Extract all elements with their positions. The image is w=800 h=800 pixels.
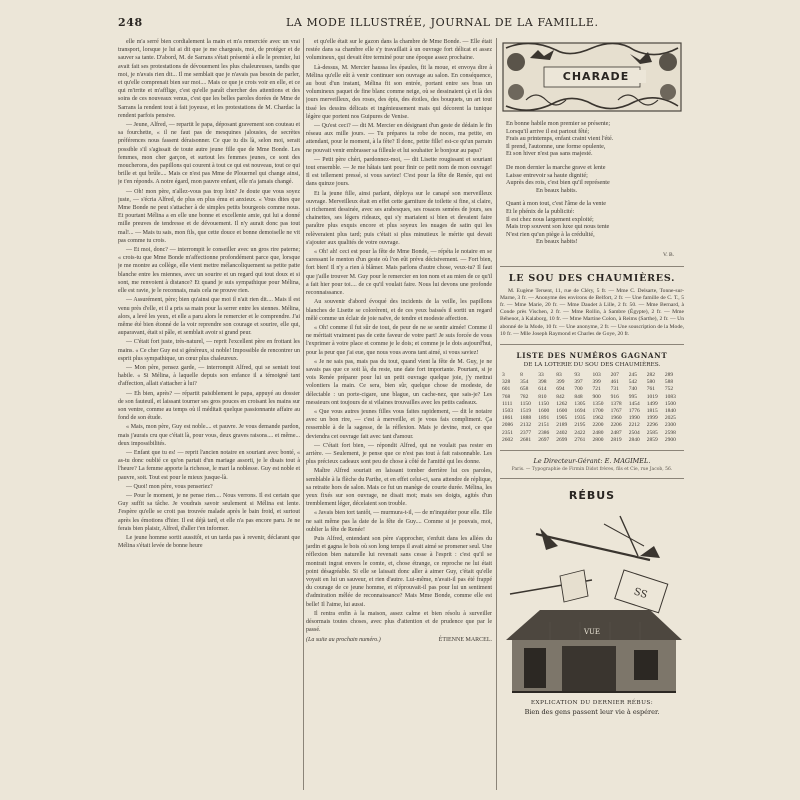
winning-number: 2819 xyxy=(610,436,622,443)
story-paragraph: — Jeune, Alfred, — repartit le papa, déposant gravement son couteau et sa fourchette, « il ne faut pas de mesquines jalousies, de secrètes préférences nous fassent déraisonner. Ce que tu dis là, selon moi, serait possible s'il s'agissait de toute autre jeune fille que de Mme Bonde. Les femmes, mon cher garçon, et surtout les femmes jeunes, ce sont des moucherons, des papillons qui courent à tout ce qui est nouveau, tout ce qui brille et qui brûle.... Mais ce n'est pas Mme de Plouernel qui change ainsi, je t'en réponds. A notre égard, mon pauvre enfant, elle n'a jamais changé. xyxy=(118,122,300,186)
winning-number: 1150 xyxy=(520,400,531,407)
winning-number: 2151 xyxy=(538,422,550,429)
winning-number: 995 xyxy=(628,393,637,400)
winning-number: 1888 xyxy=(520,415,532,422)
story-paragraph: « Oh! comme il fut sûr de tout, de peur de ne se sentir aimée! Comme il ne méritait vraiment pas de cette faveur de votre part! Je suis forcée de vous l'exprimer à votre place et comme je le dois; et comme je le dois aujourd'hui, pour la peur que j'ai eue, que nous vous avons tant aimé, si vous saviez! xyxy=(306,324,492,356)
winning-number: 848 xyxy=(574,393,583,400)
story-column-1 xyxy=(118,38,300,790)
winning-number: 1767 xyxy=(610,407,622,414)
page-header xyxy=(118,16,684,32)
winning-number: 289 xyxy=(664,371,674,378)
winning-number: 207 xyxy=(610,371,619,378)
winning-number: 1378 xyxy=(610,400,622,407)
winning-number: 810 xyxy=(538,393,547,400)
winning-number: 2487 xyxy=(610,429,622,436)
story-paragraph: — Quoi! mon père, vous penseriez? xyxy=(126,483,213,490)
continued-note: (La suite au prochain numéro.) xyxy=(306,637,381,644)
winning-number: 397 xyxy=(574,379,583,386)
story-paragraph: — Et moi, donc? — interrompit le conseiller avec un gros rire paterne; « crois-tu que Mme Bonde m'affectionne profondément parce que, lorsque je me montre au collège, elle vient mettre mélancoliquement sa petite patte blanche entre les miennes, avec un sourire et un regard qui tout doux et si sont, me renvoient à distance? Et quand je suis sympathique pour Mélina, elle est ravie, je le reconnais, mais cela ne prouve rien. xyxy=(118,247,300,295)
charade-banner xyxy=(500,40,684,114)
sidebar-column xyxy=(500,38,684,790)
winning-number: 2480 xyxy=(592,429,604,436)
winning-number: 761 xyxy=(646,386,656,393)
winning-number: 2681 xyxy=(520,436,532,443)
winning-number: 1776 xyxy=(628,407,640,414)
winning-number: 328 xyxy=(502,379,511,386)
story-paragraph: Le jeune homme sortit aussitôt, et un tarda pas à revenir, déclarant que Mélina s'était levée de bonne heure xyxy=(118,534,300,550)
poem-line: Et son hiver n'est pas sans majesté. xyxy=(506,150,593,158)
winning-number: 1999 xyxy=(646,415,658,422)
story-paragraph: Il rentra enfin à la maison, assez calme et bien résolu à surveiller désormais toutes choses, avec plus d'attention et de prudence que par le passé. xyxy=(306,610,492,634)
rebus-title: RÉBUS xyxy=(568,488,616,502)
story-paragraph: Là-dessus, M. Mercier haussa les épaules, fit la moue, et envoya dire à Mélina qu'elle eût à venir continuer son ouvrage au salon. En conséquence, au bout d'un instant, Mélina fit son entrée, portant entre ses bras un volumineux paquet de fine blanc comme neige, où se dessinaient çà et là des jours merveilleux, des roses, des épis, des étoiles, des bouquets, un art tout tissé les dessins délicats et ingénieusement mais qui décorent la tunique légère que portent nos Guipures de Venise. xyxy=(306,64,492,120)
winning-number: 1350 xyxy=(592,400,604,407)
section-divider xyxy=(500,344,684,345)
printer-line: Paris. — Typographie de Firmin Didot frères, fils et Cie, rue Jacob, 56. xyxy=(511,466,673,472)
winning-number: 1150 xyxy=(538,400,549,407)
winning-number: 1935 xyxy=(574,415,586,422)
winning-number: 399 xyxy=(556,379,565,386)
winning-number: 900 xyxy=(592,393,601,400)
poem-line: Il prend, l'automne, une forme opulente, xyxy=(506,142,606,150)
explanation-answer: Bien des gens passent leur vie à espérer. xyxy=(524,707,660,716)
column-divider xyxy=(303,38,304,790)
winning-number: 2585 xyxy=(646,429,658,436)
winning-number: 1454 xyxy=(628,400,640,407)
winning-number: 1500 xyxy=(664,400,676,407)
lottery-title: LISTE DES NUMÉROS GAGNANT xyxy=(516,350,668,360)
winning-number: 1503 xyxy=(502,407,513,414)
poem-stanza xyxy=(506,120,684,158)
winning-number: 354 xyxy=(520,379,529,386)
winning-number: 768 xyxy=(502,393,511,400)
section-divider xyxy=(500,450,684,451)
winning-number: 2212 xyxy=(628,422,640,429)
poem-line: En beaux habits. xyxy=(536,186,578,194)
story-paragraph: Maître Alfred souriait en laissant tomber derrière lui ces paroles, semblable à la flèche du Parthe, et en effet celui-ci, sans attendre de réplique, sa retraite hors de salon. Mais ce fut un manège de courte durée. Mélina, les yeux fixés sur son ouvrage, ne disait mot; mais ses doigts, agités d'un tremblement léger, décelaient son trouble. xyxy=(306,468,492,508)
winning-number: 2377 xyxy=(520,429,532,436)
winning-number: 93 xyxy=(574,371,580,378)
winning-number: 1960 xyxy=(610,415,622,422)
lottery-subtitle: DE LA LOTERIE DU SOU DES CHAUMIÈRES. xyxy=(523,361,661,368)
winning-number: 2086 xyxy=(502,422,513,429)
winning-number: 1600 xyxy=(538,407,550,414)
charade-title: CHARADE xyxy=(546,70,646,83)
story-paragraph: — Pour le moment, je ne pense rien.... Nous verrons. Il est certain que Guy suffit sa tâche. Je voudrais savoir seulement si Mélina est lente. J'espère qu'elle se croit pas trouvée malade après le bain froid, et surtout après les émotions d'hier. Il est déjà tard, et elle n'a pas encore paru. Je ne ferais bien plaisir, Alfred, d'aller t'en informer. xyxy=(118,492,300,532)
winning-number: 2900 xyxy=(664,436,676,443)
poem-line: Et le phénix de la publicité: xyxy=(506,207,575,215)
winning-number: 1815 xyxy=(646,407,658,414)
winning-number: 740 xyxy=(628,386,637,393)
winning-number: 2859 xyxy=(646,436,658,443)
winning-number: 399 xyxy=(592,379,601,386)
winning-number: 1962 xyxy=(592,415,604,422)
winning-number: 1111 xyxy=(502,400,513,407)
winning-number: 614 xyxy=(538,386,547,393)
winning-number: 658 xyxy=(520,386,529,393)
story-paragraph: « Que vous autres jeunes filles vous faites rapidement, — dit le notaire avec un bon rire, — c'est à merveille, et je vous fais compliment. Ça ressemble à de la sagesse, de la réflexion. Mais je devine, moi, ce que deviendra cet ouvrage fait avec tant d'amour. xyxy=(306,408,492,440)
poem-line: Auprès des rois, c'est bien qu'il représente xyxy=(506,179,610,187)
winning-number: 2840 xyxy=(628,436,640,443)
winning-number: 103 xyxy=(592,371,601,378)
sou-title: LE SOU DES CHAUMIÈRES. xyxy=(508,272,676,284)
winning-number: 2697 xyxy=(538,436,550,443)
winning-number: 1600 xyxy=(556,407,568,414)
story-paragraph: Et la jeune fille, ainsi parlant, déploya sur le canapé son merveilleux ouvrage. Merveilleux était en effet cette garniture de toilette si fine, si claire, si richement dessinée, avec ses arabesques, ses rosaces semées de jours, ses chainettes, ses légers rideaux, qui s'y mariaient si bien et devaient faire paraître plus exquis encore et plus soyeux les nuages de satin qui les relèveraient plus tard; puis c'était si plus minutieux le mérite qui devait s'ajouter aux qualités de votre ouvrage. xyxy=(306,190,492,246)
winning-number: 588 xyxy=(664,379,674,386)
winning-number: 1262 xyxy=(556,400,568,407)
winning-number: 245 xyxy=(628,371,637,378)
winning-number: 601 xyxy=(502,386,511,393)
poem-line: De mon dernier la marche grave et lente xyxy=(506,163,606,171)
poem-line: En bonne habile mon premier se présente; xyxy=(506,120,611,127)
story-paragraph: — Assurément, père; bien qu'ainsi que moi il n'ait rien dit.... Mais il est venu près d'elle, et il a pris sa main pour la serrer entre les siennes. Mélina, alors, a levé les yeux, et elle a paru alors le remercier et le comprendre. J'ai même été bien étonné de la voir reprendre son courage et sourire, elle qui, auparavant, était si pâle, et semblait avoir si grand peur. xyxy=(118,297,300,337)
story-paragraph: et qu'elle était sur le gazon dans la chambre de Mme Bonde. — Elle était restée dans sa chambre elle s'y travaillait à un ouvrage fort délicat et assez volumineux, qui devait être terminé pour une époque assez prochaine. xyxy=(306,39,492,62)
story-paragraph: — Enfant que tu es! — reprit l'ancien notaire en souriant avec bonté, « as-tu donc oublié ce qu'on partait d'un mariage assorti, je le disais tout à l'heure? La femme apporte la richesse, le mari la noblesse. Guy est noble et pauvre, soit. Tout est pour le mieux jusque-là. xyxy=(118,449,300,481)
winning-number: 2598 xyxy=(664,429,676,436)
story-paragraph: « Je ne sais pas, mais pas du tout, quand vient la fête de M. Guy, je ne savais pas que ce soit là, du reste, une date fort importante. Pourtant, si je vois Renée préparer pour lui un petit ouvrage quelque joie, j'y mettrai volontiers la main. Ce sera, bien sûr, quelque chose de modeste, de délectable : un porte-cigare, une blague, un cache-nez, que sais-je? Les messieurs ont toujours de si vilaines trouvailles avec les petits cadeaux. xyxy=(306,358,492,406)
winning-number: 1990 xyxy=(628,415,640,422)
winning-number: 2351 xyxy=(502,429,513,436)
winning-number: 700 xyxy=(574,386,583,393)
story-paragraph: — Mon père, pensez garde, — interrompit Alfred, qui se sentait tout habile. « Si Mélina, à laquelle depuis son enfance il a témoigné tant d'affection, allait s'attacher à lui? xyxy=(118,364,300,388)
winning-number: 83 xyxy=(556,371,562,378)
running-head: LA MODE ILLUSTRÉE, JOURNAL DE LA FAMILLE. xyxy=(286,16,599,29)
winning-number: 2195 xyxy=(574,422,586,429)
winning-number: 3 xyxy=(502,371,505,378)
winning-number: 282 xyxy=(646,371,656,378)
story-paragraph: — Qu'est ceci? — dit M. Mercier en désignant d'un geste de dédain le fin réseau aux mille jours. — Tu prépares ta robe de noces, ma petite, en attendant, pour le moment, à la fête? Il donc, petite fille! est-ce qu'un parrain ne pouvait venir embrasser sa filleule et lui souhaiter le bonjour au papa? xyxy=(306,123,492,154)
section-divider xyxy=(500,266,684,267)
winning-number: 1019 xyxy=(646,393,658,400)
story-signature xyxy=(306,636,492,644)
story-paragraph: — Eh bien, après? — répartit paisiblement le papa, appuyé au dossier de son fauteuil, et laissant tourner ses gros pouces en croisant les mains sur son ventre, comme au temps où il méditait quelque passionnante affaire au fond de son étude. xyxy=(118,390,300,422)
winning-numbers-grid xyxy=(500,372,684,444)
winning-number: 2422 xyxy=(574,429,586,436)
winning-number: 1861 xyxy=(502,415,513,422)
winning-number: 33 xyxy=(538,371,544,378)
winning-number: 842 xyxy=(556,393,565,400)
winning-number: 2025 xyxy=(664,415,676,422)
column-divider xyxy=(496,38,497,790)
story-paragraph: elle m'a serré bien cordialement la main et m'a remerciée avec un vrai transport, lorsque je lui ai dit que je me chargeais, moi, de protéger et de sauver sa tante. D'abord, M. de Sarrans s'était présenté à elle le premier, lui avait fait ses protestations de dévouement les plus chaleureuses, tandis que moi, je n'avais rien dit... Il me semblait que je n'avais pas besoin de parler, et qu'elle comprenait bien sur moi.... Mais ce que je crois voir en elle, et ce qui m'irrite et m'afflige, c'est qu'elle paraît chercher des attentions et des soins de ces nouveaux venus, c'est que les belles paroles dorées de Mme de Sarrans la rendent tout à fait joyeuse, et les protestations de M. Chardac la rendent parfois pensive. xyxy=(118,39,300,119)
story-column-2 xyxy=(306,38,492,790)
winning-number: 694 xyxy=(556,386,565,393)
rebus-word: VUE xyxy=(583,627,601,636)
winning-number: 1694 xyxy=(574,407,586,414)
poem-line: Frais au printemps, enfant craint vient l'été. xyxy=(506,135,614,143)
story-paragraph: Puis Alfred, entendant son père s'approcher, s'enfuit dans les allées du jardin et gagna le bois où son long temps il avait aimé se promener seul. Une réflexion bien naturelle lui revenait sans cesse à l'esprit : c'est qu'il se montrait ingrat envers le comte, et, chose étrange, ce reproche ne lui était point désagréable. Si elle se laissait donc aller à aimer Guy, c'était qu'elle voyait en lui un sauveur, et rien d'autre. Lui-même, n'avait-il pas été frappé du courage de ce jeune homme, et n'éprouvait-il pas pour lui un sentiment d'admiration mêlée de reconnaissance? Mais Mme Bonde, comme elle est belle! Il l'aime, lui aussi. xyxy=(306,535,492,608)
winning-number: 580 xyxy=(646,379,656,386)
story-paragraph: — C'était fort juste, très-naturel, — reprit l'excellent père en frottant les mains. « Ce cher Guy est si généreux, si noble! Impossible de rencontrer un esprit plus sympathique, un cœur plus chaleureux. xyxy=(118,339,300,362)
winning-number: 2761 xyxy=(574,436,586,443)
winning-number: 2189 xyxy=(556,422,568,429)
poem-line: En beaux habits! xyxy=(536,238,578,246)
winning-number: 1905 xyxy=(556,415,568,422)
story-paragraph: — Oh! mon père, n'allez-vous pas trop loin? Je doute que vous soyez juste, — s'écria Alfred, de plus en plus ému et anxieux. « Vous dites que Mme Bonde ne peut s'attacher à de simples petits bourgeois comme nous. Et pourtant Mélina a en elle une bonne et excellente amie, qui lui a donné mille preuves de tendresse et de dévouement. Il n'y aurait donc pas tout mal!... — Mais tu sais, mon fils, que cette douce et bonne demoiselle ne vit pas comme tu crois. xyxy=(118,188,300,244)
winning-number: 782 xyxy=(520,393,529,400)
winning-number: 721 xyxy=(592,386,601,393)
winning-number: 1891 xyxy=(538,415,550,422)
winning-number: 461 xyxy=(610,379,619,386)
section-divider xyxy=(500,478,684,479)
poem-signature: V. B. xyxy=(662,251,674,258)
director-line: Le Directeur-Gérant: E. MAGIMEL. xyxy=(533,456,651,465)
winning-number: 2402 xyxy=(556,429,568,436)
story-paragraph: « Javais bien tort tantôt, — murmura-t-il, — de m'inquiéter pour elle. Elle ne sait même pas la date de la fête de Guy.... Comme si je pouvais, moi, oublier la fête de Renée! xyxy=(306,510,492,533)
story-paragraph: — Petit père chéri, pardonnez-moi, — dit Lisette rougissant et souriant tout ensemble. — Je me hâtais tant pour finir ce petit nom de mon ouvrage! Il est tellement pressé, si vous saviez! C'est pour la fête de Renée, qui est dans quinze jours. xyxy=(306,156,492,188)
winning-number: 2200 xyxy=(592,422,604,429)
story-paragraph: — C'était fort bien, — répondit Alfred, qui ne voulait pas rester en arrière. — Seulement, je pense que ce n'est pas tout à fait raisonnable. Les plus précieux cadeaux sont peu de chose à côté de l'amitié qui les donne. xyxy=(306,442,492,466)
winning-number: 2504 xyxy=(628,429,640,436)
story-paragraph: « Mais, mon père, Guy est noble.... et pauvre. Je vous demande pardon, mais j'aurais cru que c'était là, pour vous, deux graves raisons.... et même... deux impossibilités. xyxy=(118,424,300,447)
winning-number: 2132 xyxy=(520,422,532,429)
winning-number: 2699 xyxy=(556,436,568,443)
winning-number: 731 xyxy=(610,386,619,393)
poem-stanza xyxy=(506,164,684,194)
winning-number: 2296 xyxy=(646,422,658,429)
author-name: ÉTIENNE MARCEL. xyxy=(438,637,492,644)
donation-list: M. Eugène Tersent, 11, rue de Cléry, 5 fr. — Mme C. Delsarte, Tonne-sur-Marne, 3 fr. — Anonyme des environs de Belfort, 2 fr. — Une famille de C. T., 5 fr. — Mme Marie, 20 fr. — Mme Daudet à Lille, 2 fr. 50. — Mme Bernard, à Conde près Vischen, 2 fr. — Mme Rollin, à Sambre (Égypte), 2 fr. — Mme Béhenot, à Kalaborg, 10 fr. — Mme Martine Colon, à Reims (Sarthe), 2 fr. — Un abonné de la Mode, 10 fr. — Une anonyme, 2 fr. — Une souscription de la Mode, 10 fr. — Mlle Joseph Raymond et Charles de Goye, 20 fr. xyxy=(500,287,684,337)
story-paragraph: Au souvenir d'abord évoqué des incidents de la veille, les papillons blanches de Lisette se colorèrent, et de ces yeux baissés il sortit un regard mêlé comme un éclair de joie naïve, de tendre et modeste affection. xyxy=(306,299,492,322)
story-paragraph: « Oh! ah! ceci est pour la fête de Mme Bonde, — répéta le notaire en se caressant le menton d'un geste où l'on eût prévu décisivement. — Fort bien, fort bien! Il n'y a rien à blâmer. Mais parlons d'autre chose, veux-tu? Il faut que j'aille trouver M. Guy pour le remercier en ton nom et au mien de ce qu'il a fait hier pour toi.... de ce qu'il voulait faire. Nous lui devons une profonde reconnaissance. xyxy=(306,249,492,297)
winning-number: 2602 xyxy=(502,436,513,443)
winning-number: 398 xyxy=(538,379,547,386)
winning-number: 1840 xyxy=(664,407,676,414)
explanation-label: EXPLICATION DU DERNIER RÉBUS: xyxy=(530,699,654,706)
winning-number: 8 xyxy=(520,371,523,378)
poem-line: Lorsqu'il arrive il est partout fêté; xyxy=(506,127,590,135)
poem-line: Quant à mon tout, c'est l'âme de la vente xyxy=(506,200,606,208)
poem-stanza xyxy=(506,200,684,246)
winning-number: 1499 xyxy=(646,400,658,407)
winning-number: 752 xyxy=(664,386,674,393)
sou-donations xyxy=(500,288,684,338)
poem-line: N'est rien qu'un piège à la crédulité, xyxy=(506,230,595,238)
winning-number: 2800 xyxy=(592,436,604,443)
poem-line: Laisse entrevoir sa haute dignité; xyxy=(506,171,588,179)
page-number: 248 xyxy=(118,16,143,29)
rebus-letters: SS xyxy=(632,586,649,602)
rebus-engraving-icon xyxy=(500,506,684,696)
poem-line: Il est chez nous largement exploité; xyxy=(506,215,594,223)
winning-number: 542 xyxy=(628,379,637,386)
winning-number: 1700 xyxy=(592,407,604,414)
winning-number: 2206 xyxy=(610,422,622,429)
poem-line: Mais trop souvent son luxe qui nous tente xyxy=(506,223,610,231)
winning-number: 2386 xyxy=(538,429,550,436)
winning-number: 916 xyxy=(610,393,619,400)
charade-poem xyxy=(500,120,684,260)
rebus-illustration xyxy=(500,506,684,696)
winning-number: 1519 xyxy=(520,407,532,414)
winning-number: 2300 xyxy=(664,422,676,429)
winning-number: 1083 xyxy=(664,393,676,400)
winning-number: 1305 xyxy=(574,400,586,407)
